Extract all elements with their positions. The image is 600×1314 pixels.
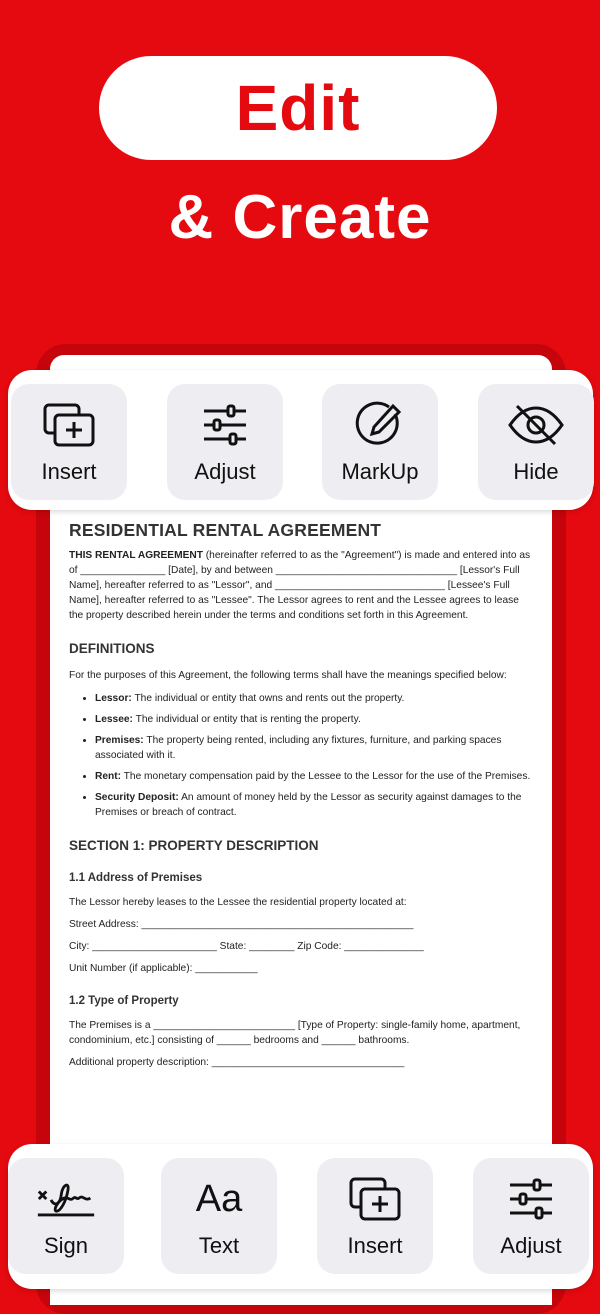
markup-button[interactable]	[322, 384, 438, 500]
insert-label-bottom: Insert	[347, 1233, 403, 1258]
unit-number-field: Unit Number (if applicable): ___________	[69, 963, 258, 974]
intro-bold: THIS RENTAL AGREEMENT	[69, 550, 203, 561]
adjust-label-bottom: Adjust	[500, 1233, 562, 1258]
document-content	[69, 520, 534, 1077]
section1-2-text: The Premises is a _________________________ [Type of Property: single-family home, apartment, condominium, etc.] consisting of ______ bedrooms and ______ bathrooms.	[69, 1020, 521, 1046]
intro-paragraph	[69, 548, 534, 623]
definition-text: The monetary compensation paid by the Lessee to the Lessor for the use of the Premises.	[121, 771, 531, 782]
insert-label: Insert	[41, 459, 97, 484]
text-icon	[189, 1173, 249, 1225]
street-address-field: Street Address: ________________________________________________	[69, 919, 414, 930]
definition-text: The individual or entity that owns and rents out the property.	[131, 693, 405, 704]
text-label: Text	[198, 1233, 240, 1258]
adjust-icon	[501, 1173, 561, 1225]
list-item	[95, 691, 534, 706]
top-toolbar	[8, 370, 593, 510]
section1-2-heading: 1.2 Type of Property	[69, 995, 179, 1007]
page-subtitle: & Create	[168, 183, 432, 252]
definition-text: The individual or entity that is renting the property.	[132, 714, 361, 725]
document-title: RESIDENTIAL RENTAL AGREEMENT	[69, 520, 382, 540]
text-button[interactable]	[161, 1158, 277, 1274]
insert-icon	[345, 1173, 405, 1225]
sign-label: Sign	[43, 1233, 89, 1258]
adjust-icon	[195, 399, 255, 451]
section1-heading: SECTION 1: PROPERTY DESCRIPTION	[69, 838, 319, 853]
text-glyph: Aa	[195, 1178, 243, 1220]
insert-button[interactable]	[11, 384, 127, 500]
definitions-intro: For the purposes of this Agreement, the following terms shall have the meanings specified below:	[69, 670, 507, 681]
insert-icon	[39, 399, 99, 451]
definitions-heading: DEFINITIONS	[69, 641, 155, 656]
intro-text: (hereinafter referred to as the "Agreement") is made and entered into as of _______________ [Date], by and between ________________________________ [Lessor's Full Name], hereafter referred to as "Lessor", and ______________________________ [Lessee's Full Name], hereafter referred to as "Lessee". The Lessor agrees to rent and the Lessee agrees to lease the property described herein under the terms and conditions set forth in this Agreement.	[69, 550, 531, 621]
list-item	[95, 790, 534, 820]
adjust-button-bottom[interactable]	[473, 1158, 589, 1274]
list-item	[95, 769, 534, 784]
title-pill	[99, 56, 497, 160]
definition-term: Lessor:	[95, 693, 132, 704]
markup-icon	[350, 399, 410, 451]
definitions-list	[69, 691, 534, 820]
section1-1-heading: 1.1 Address of Premises	[69, 872, 203, 884]
markup-label: MarkUp	[341, 459, 419, 484]
hide-icon	[506, 399, 566, 451]
definition-term: Rent:	[95, 771, 122, 782]
list-item	[95, 712, 534, 727]
bottom-toolbar	[8, 1144, 593, 1289]
definition-text: The property being rented, including any fixtures, furniture, and parking spaces associated with it.	[95, 735, 502, 761]
signature-icon	[36, 1173, 96, 1225]
insert-button-bottom[interactable]	[317, 1158, 433, 1274]
sign-button[interactable]	[8, 1158, 124, 1274]
adjust-label: Adjust	[194, 459, 256, 484]
definition-term: Security Deposit:	[95, 792, 179, 803]
definition-term: Lessee:	[95, 714, 133, 725]
hide-label: Hide	[513, 459, 559, 484]
adjust-button[interactable]	[167, 384, 283, 500]
section1-1-text: The Lessor hereby leases to the Lessee the residential property located at:	[69, 897, 407, 908]
definition-text: An amount of money held by the Lessor as security against damages to the Premises or breach of contract.	[95, 792, 522, 818]
page-title: Edit	[235, 72, 361, 144]
city-state-zip-field: City: ______________________ State: ________ Zip Code: ______________	[69, 941, 424, 952]
list-item	[95, 733, 534, 763]
hide-button[interactable]	[478, 384, 594, 500]
definition-term: Premises:	[95, 735, 144, 746]
additional-description-field: Additional property description: __________________________________	[69, 1057, 405, 1068]
